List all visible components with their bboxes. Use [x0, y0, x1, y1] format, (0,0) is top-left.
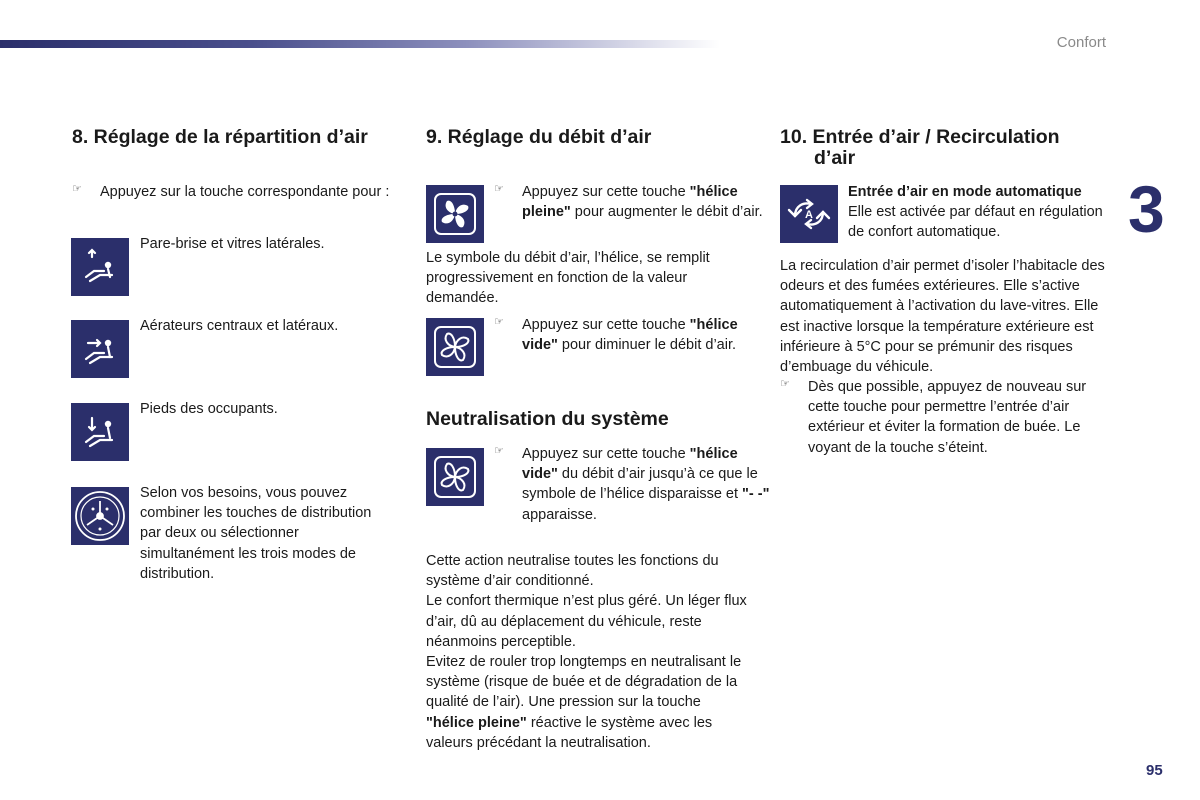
- face-vents-airflow-icon: [71, 320, 129, 378]
- section-title-air-distribution: 8. Réglage de la répartition d’air: [72, 126, 368, 148]
- fan-full-icon: [426, 185, 484, 243]
- decrease-flow-bullet: [494, 315, 776, 355]
- fan-empty-icon: [426, 318, 484, 376]
- neutralisation-bullet: [494, 444, 776, 525]
- neutralisation-para-1: Cette action neutralise toutes les fonctions du système d’air conditionné.: [426, 553, 719, 590]
- hand-pointer-icon: ☞: [494, 183, 504, 195]
- section-label: Confort: [1056, 34, 1106, 51]
- recirculation-bullet: [780, 377, 1108, 458]
- hand-pointer-icon: ☞: [780, 378, 790, 390]
- svg-text:A: A: [805, 209, 813, 221]
- mode-face-vents-text: Aérateurs centraux et latéraux.: [140, 318, 339, 334]
- windshield-airflow-icon: [71, 238, 129, 296]
- section-title-neutralisation: Neutralisation du système: [426, 408, 669, 430]
- distribution-dial-icon: [71, 487, 129, 545]
- page-number: 95: [1146, 762, 1163, 779]
- neutralisation-para-3: Evitez de rouler trop longtemps en neutralisant le système (risque de buée et de dégradation de la qualité de l’air). Une pression sur la touche "hélice pleine" réactive le système avec les valeurs précédant la neutralisation.: [426, 654, 742, 751]
- fan-empty-icon: [426, 448, 484, 506]
- neutralisation-paragraphs: [426, 551, 752, 753]
- column-air-intake: [780, 127, 1100, 169]
- hand-pointer-icon: ☞: [494, 316, 504, 328]
- increase-flow-bullet: [494, 182, 776, 222]
- chapter-number: 3: [1128, 172, 1165, 246]
- section-title-air-flow: 9. Réglage du débit d’air: [426, 126, 652, 148]
- section-title-air-intake: 10. Entrée d’air / Recirculation d’air: [780, 126, 1060, 169]
- neutralisation-bullet-text: Appuyez sur cette touche "hélice vide" du débit d’air jusqu’à ce que le symbole de l’hélice disparaisse et "- -" apparaisse.: [522, 446, 770, 523]
- recirculation-auto-icon: [780, 185, 838, 243]
- hand-pointer-icon: ☞: [72, 183, 82, 195]
- recirculation-bullet-text: Dès que possible, appuyez de nouveau sur cette touche pour permettre l’entrée d’air extérieur et éviter la formation de buée. Le voyant de la touche s’éteint.: [808, 379, 1087, 456]
- mode-combine-text: Selon vos besoins, vous pouvez combiner les touches de distribution par deux ou sélectionner simultanément les trois modes de distribution.: [140, 485, 372, 582]
- mode-feet-text: Pieds des occupants.: [140, 401, 278, 417]
- column-air-distribution: [72, 127, 392, 148]
- recirculation-paragraph: La recirculation d’air permet d’isoler l’habitacle des odeurs et des fumées extérieures. Elle s’active automatiquement à l’activation du lave-vitres. Elle est inactive lorsque la température extérieure est inférieure à 5°C pour se prémunir des risques d’embuage du véhicule.: [780, 258, 1105, 376]
- fan-symbol-note: Le symbole du débit d’air, l’hélice, se remplit progressivement en fonction de la valeur demandée.: [426, 250, 710, 307]
- column-air-flow: [426, 127, 756, 148]
- decrease-flow-text: Appuyez sur cette touche "hélice vide" pour diminuer le débit d’air.: [522, 317, 738, 354]
- auto-mode-block: [848, 182, 1106, 243]
- auto-mode-title: Entrée d’air en mode automatique: [848, 184, 1082, 200]
- increase-flow-text: Appuyez sur cette touche "hélice pleine" pour augmenter le débit d’air.: [522, 184, 763, 221]
- neutralisation-para-2: Le confort thermique n’est plus géré. Un léger flux d’air, dû au déplacement du véhicule, reste néanmoins perceptible.: [426, 593, 747, 650]
- distribution-intro-text: Appuyez sur la touche correspondante pour :: [100, 184, 390, 200]
- header-gradient-bar: [0, 40, 720, 48]
- auto-mode-text: Elle est activée par défaut en régulation de confort automatique.: [848, 204, 1103, 241]
- distribution-intro-bullet: [72, 182, 400, 202]
- hand-pointer-icon: ☞: [494, 445, 504, 457]
- feet-airflow-icon: [71, 403, 129, 461]
- mode-windshield-text: Pare-brise et vitres latérales.: [140, 236, 325, 252]
